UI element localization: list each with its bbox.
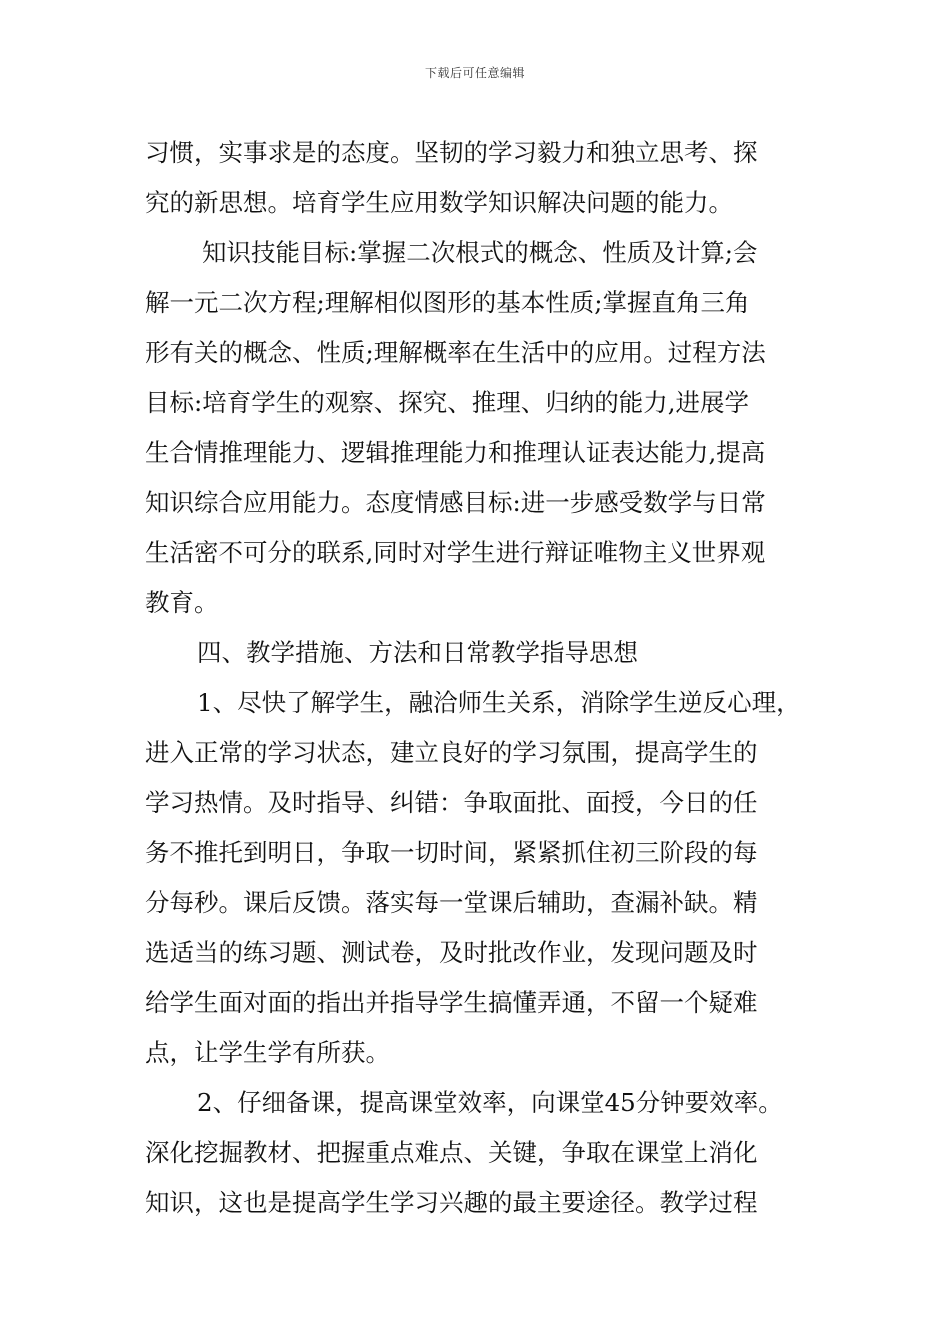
text-line: 给学生面对面的指出并指导学生搞懂弄通，不留一个疑难 [145, 988, 758, 1017]
text-line: 生活密不可分的联系,同时对学生进行辩证唯物主义世界观 [145, 538, 766, 567]
text-line: 点，让学生学有所获。 [145, 1038, 390, 1067]
text-line: 习惯，实事求是的态度。坚韧的学习毅力和独立思考、探 [145, 138, 758, 167]
text-line: 生合情推理能力、逻辑推理能力和推理认证表达能力,提高 [145, 438, 766, 467]
text-line: 进入正常的学习状态，建立良好的学习氛围，提高学生的 [145, 738, 758, 767]
text-line: 知识综合应用能力。态度情感目标:进一步感受数学与日常 [145, 488, 766, 517]
text-line: 教育。 [145, 588, 219, 617]
paragraph-first-line: 2、仔细备课，提高课堂效率，向课堂45分钟要效率。 [197, 1088, 783, 1117]
text-line: 解一元二次方程;理解相似图形的基本性质;掌握直角三角 [145, 288, 750, 317]
text-line: 深化挖掘教材、把握重点难点、关键，争取在课堂上消化 [145, 1138, 758, 1167]
text-line: 知识，这也是提高学生学习兴趣的最主要途径。教学过程 [145, 1188, 758, 1217]
paragraph-first-line: 1、尽快了解学生，融洽师生关系，消除学生逆反心理， [197, 688, 801, 717]
text-line: 学习热情。及时指导、纠错：争取面批、面授，今日的任 [145, 788, 758, 817]
document-body [145, 128, 810, 1228]
text-line: 务不推托到明日，争取一切时间，紧紧抓住初三阶段的每 [145, 838, 758, 867]
text-line: 形有关的概念、性质;理解概率在生活中的应用。过程方法 [145, 338, 766, 367]
paragraph-first-line: 知识技能目标:掌握二次根式的概念、性质及计算;会 [202, 238, 758, 267]
text-line: 选适当的练习题、测试卷，及时批改作业，发现问题及时 [145, 938, 758, 967]
text-line: 目标:培育学生的观察、探究、推理、归纳的能力,进展学 [145, 388, 750, 417]
text-line: 分每秒。课后反馈。落实每一堂课后辅助，查漏补缺。精 [145, 888, 758, 917]
page-header: 下载后可任意编辑 [424, 66, 525, 80]
section-heading: 四、教学措施、方法和日常教学指导思想 [197, 638, 638, 667]
text-line: 究的新思想。培育学生应用数学知识解决问题的能力。 [145, 188, 733, 217]
